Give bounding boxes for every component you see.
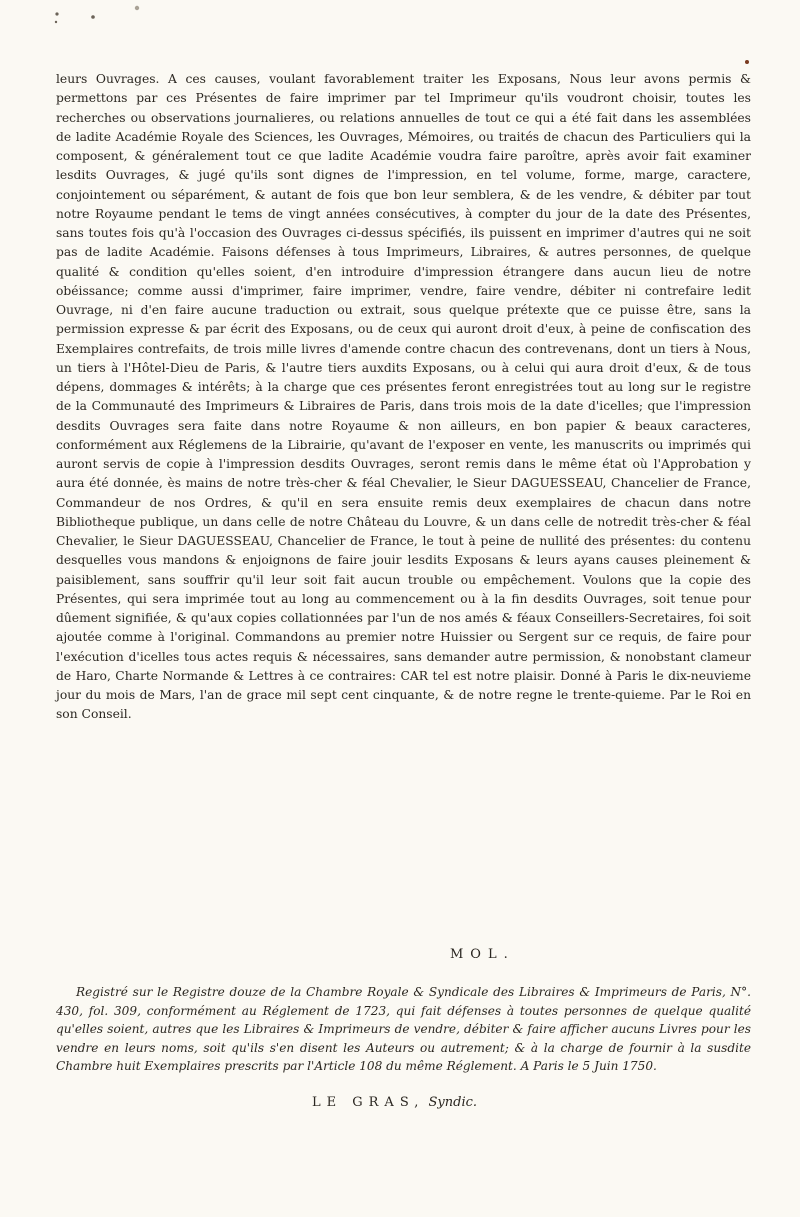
syndic-name: LE GRAS, xyxy=(312,1095,425,1110)
signature: MOL. xyxy=(450,947,515,962)
ink-speck xyxy=(135,6,139,10)
ink-speck xyxy=(745,60,749,64)
syndic-signature xyxy=(312,1095,477,1110)
ink-speck xyxy=(55,21,57,23)
privilege-text: leurs Ouvrages. A ces causes, voulant favorablement traiter les Exposans, Nous leur avons permis & permettons par ces Présentes de faire imprimer par tel Imprimeur qu'ils voudront choisir, toutes les recherches ou observations journalieres, ou relations annuelles de tout ce qui a été fait dans les assemblées de ladite Académie Royale des Sciences, les Ouvrages, Mémoires, ou traités de chacun des Particuliers qui la composent, & généralement tout ce que ladite Académie voudra faire paroître, après avoir fait examiner lesdits Ouvrages, & jugé qu'ils sont dignes de l'impression, en tel volume, forme, marge, caractere, conjointement ou séparément, & autant de fois que bon leur semblera, & de les vendre, & débiter par tout notre Royaume pendant le tems de vingt années consécutives, à compter du jour de la date des Présentes, sans toutes fois qu'à l'occasion des Ouvrages ci-dessus spécifiés, ils puissent en imprimer d'autres qui ne soit pas de ladite Académie. Faisons défenses à tous Imprimeurs, Libraires, & autres personnes, de quelque qualité & condition qu'elles soient, d'en introduire d'impression étrangere dans aucun lieu de notre obéissance; comme aussi d'imprimer, faire imprimer, vendre, faire vendre, débiter ni contrefaire ledit Ouvrage, ni d'en faire aucune traduction ou extrait, sous quelque prétexte que ce puisse être, sans la permission expresse & par écrit des Exposans, ou de ceux qui auront droit d'eux, à peine de confiscation des Exemplaires contrefaits, de trois mille livres d'amende contre chacun des contrevenans, dont un tiers à Nous, un tiers à l'Hôtel-Dieu de Paris, & l'autre tiers auxdits Exposans, ou à celui qui aura droit d'eux, & de tous dépens, dommages & intérêts; à la charge que ces présentes feront enregistrées tout au long sur le registre de la Communauté des Imprimeurs & Libraires de Paris, dans trois mois de la date d'icelles; que l'impression desdits Ouvrages sera faite dans notre Royaume & non ailleurs, en bon papier & beaux caracteres, conformément aux Réglemens de la Librairie, qu'avant de l'exposer en vente, les manuscrits ou imprimés qui auront servis de copie à l'impression desdits Ouvrages, seront remis dans le même état où l'Approbation y aura été donnée, ès mains de notre très-cher & féal Chevalier, le Sieur DAGUESSEAU, Chancelier de France, Commandeur de nos Ordres, & qu'il en sera ensuite remis deux exemplaires de chacun dans notre Bibliotheque publique, un dans celle de notre Château du Louvre, & un dans celle de notredit très-cher & féal Chevalier, le Sieur DAGUESSEAU, Chancelier de France, le tout à peine de nullité des présentes: du contenu desquelles vous mandons & enjoignons de faire jouir lesdits Exposans & leurs ayans causes pleinement & paisiblement, sans souffrir qu'il leur soit fait aucun trouble ou empêchement. Voulons que la copie des Présentes, qui sera imprimée tout au long au commencement ou à la fin desdits Ouvrages, soit tenue pour dûement signifiée, & qu'aux copies collationnées par l'un de nos amés & féaux Conseillers-Secretaires, foi soit ajoutée comme à l'original. Commandons au premier notre Huissier ou Sergent sur ce requis, de faire pour l'exécution d'icelles tous actes requis & nécessaires, sans demander autre permission, & nonobstant clameur de Haro, Charte Normande & Lettres à ce contraires: CAR tel est notre plaisir. Donné à Paris le dix-neuvieme jour du mois de Mars, l'an de grace mil sept cent cinquante, & de notre regne le trente-quieme. Par le Roi en son Conseil. xyxy=(56,72,751,722)
registry-note: Registré sur le Registre douze de la Chambre Royale & Syndicale des Libraires & Imprimeurs de Paris, N°. 430, fol. 309, conformément au Réglement de 1723, qui fait défenses à toutes personnes de quelque qualité qu'elles soient, autres que les Libraires & Imprimeurs de vendre, débiter & faire afficher aucuns Livres pour les vendre en leurs noms, soit qu'ils s'en disent les Auteurs ou autrement; & à la charge de fournir à la susdite Chambre huit Exemplaires prescrits par l'Article 108 du même Réglement. A Paris le 5 Juin 1750. xyxy=(56,985,751,1074)
ink-speck xyxy=(55,12,58,15)
ink-speck xyxy=(91,15,95,19)
syndic-role: Syndic. xyxy=(428,1095,478,1110)
